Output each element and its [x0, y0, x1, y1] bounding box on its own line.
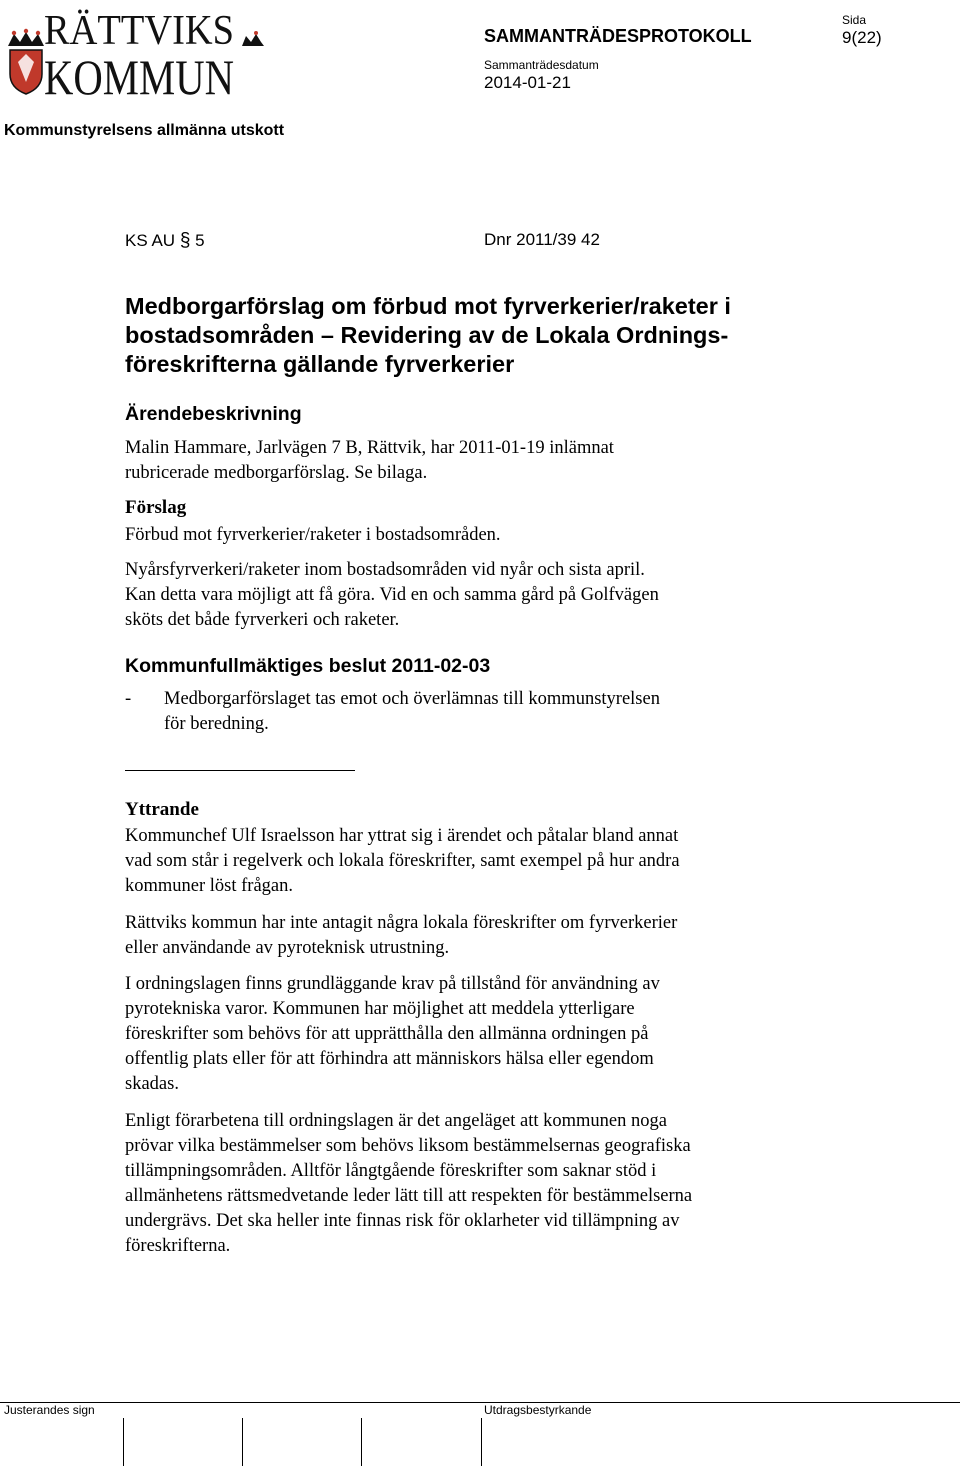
text-line: Rättviks kommun har inte antagit några lokala föreskrifter om fyrverkerier — [125, 913, 678, 933]
section-sign: § — [179, 230, 191, 251]
document-title — [125, 292, 825, 379]
case-dnr: Dnr 2011/39 42 — [484, 230, 600, 249]
municipality-logo — [4, 4, 266, 98]
paragraph-yttrande-2 — [125, 911, 677, 961]
text-line: rubricerade medborgarförslag. Se bilaga. — [125, 463, 428, 483]
signature-box-divider — [242, 1418, 243, 1466]
paragraph-yttrande-3 — [125, 972, 660, 1097]
list-dash: - — [125, 689, 132, 709]
text-line: föreskrifterna. — [125, 1236, 231, 1256]
section-number: 5 — [195, 231, 205, 250]
text-line: för beredning. — [164, 714, 269, 734]
text-line: undergrävs. Det ska heller inte finnas risk för oklarheter vid tillämpning av — [125, 1211, 680, 1231]
heading-arendebeskrivning: Ärendebeskrivning — [125, 403, 302, 425]
decision-text — [164, 687, 660, 737]
text-line: offentlig plats eller för att förhindra att människors hälsa eller egendom — [125, 1049, 654, 1069]
text-line: Medborgarförslaget tas emot och överlämnas till kommunstyrelsen — [164, 689, 660, 709]
title-line: föreskrifterna gällande fyrverkerier — [125, 351, 515, 377]
text-line: föreskrifter som behövs för att upprätthålla den allmänna ordningen på — [125, 1024, 649, 1044]
crown-right-icon — [242, 31, 264, 46]
separator-line — [125, 770, 355, 771]
text-line: Kommunchef Ulf Israelsson har yttrat sig i ärendet och påtalar bland annat — [125, 826, 679, 846]
protocol-title: SAMMANTRÄDESPROTOKOLL — [484, 26, 752, 46]
text-line: Nyårsfyrverkeri/raketer inom bostadsområden vid nyår och sista april. — [125, 560, 645, 580]
footer-rule — [0, 1402, 960, 1403]
decision-list-item — [125, 687, 825, 737]
title-line: bostadsområden – Revidering av de Lokala Ordnings- — [125, 322, 729, 348]
certification-label: Utdragsbestyrkande — [484, 1403, 592, 1417]
heading-forslag: Förslag — [125, 497, 187, 518]
heading-yttrande: Yttrande — [125, 799, 199, 820]
paragraph-forslag-details — [125, 558, 659, 633]
case-id-prefix: KS AU — [125, 231, 176, 250]
signature-box-divider — [123, 1418, 124, 1466]
logo-line1: RÄTTVIKS — [44, 8, 234, 54]
title-line: Medborgarförslag om förbud mot fyrverkerier/raketer i — [125, 293, 731, 319]
text-line: vad som står i regelverk och lokala föreskrifter, samt exempel på hur andra — [125, 851, 680, 871]
signature-label: Justerandes sign — [4, 1403, 95, 1417]
text-line: pyrotekniska varor. Kommunen har möjlighet att meddela ytterligare — [125, 999, 635, 1019]
text-line: skadas. — [125, 1074, 179, 1094]
text-line: Förbud mot fyrverkerier/raketer i bostadsområden. — [125, 525, 501, 545]
meeting-date-label: Sammanträdesdatum — [484, 58, 599, 72]
page-label: Sida — [842, 13, 867, 27]
text-line: kommuner löst frågan. — [125, 876, 293, 896]
paragraph-yttrande-1 — [125, 824, 680, 899]
text-line: I ordningslagen finns grundläggande krav på tillstånd för användning av — [125, 974, 660, 994]
text-line: sköts det både fyrverkeri och raketer. — [125, 610, 400, 630]
text-line: eller användande av pyroteknisk utrustning. — [125, 938, 450, 958]
text-line: Kan detta vara möjligt att få göra. Vid en och samma gård på Golfvägen — [125, 585, 659, 605]
text-line: prövar vilka bestämmelser som behövs liksom bestämmelsernas geografiska — [125, 1136, 691, 1156]
paragraph-forslag — [125, 523, 501, 548]
text-line: tillämpningsområden. Alltför långtgående föreskrifter som saknar stöd i — [125, 1161, 657, 1181]
text-line: allmänhetens rättsmedvetande leder lätt till att respekten för bestämmelserna — [125, 1186, 693, 1206]
heading-kf-decision: Kommunfullmäktiges beslut 2011-02-03 — [125, 655, 491, 677]
meeting-date: 2014-01-21 — [484, 73, 571, 92]
paragraph-arendebeskrivning — [125, 436, 614, 486]
case-section-id — [125, 230, 205, 252]
text-line: Malin Hammare, Jarlvägen 7 B, Rättvik, har 2011-01-19 inlämnat — [125, 438, 614, 458]
signature-box-divider — [481, 1418, 482, 1466]
page-number: 9(22) — [842, 28, 882, 47]
committee-name: Kommunstyrelsens allmänna utskott — [4, 122, 285, 139]
crowned-shield-icon — [8, 29, 44, 94]
paragraph-yttrande-4 — [125, 1109, 692, 1259]
logo-line2: KOMMUN — [44, 49, 234, 98]
text-line: Enligt förarbetena till ordningslagen är det angeläget att kommunen noga — [125, 1111, 667, 1131]
signature-box-divider — [361, 1418, 362, 1466]
